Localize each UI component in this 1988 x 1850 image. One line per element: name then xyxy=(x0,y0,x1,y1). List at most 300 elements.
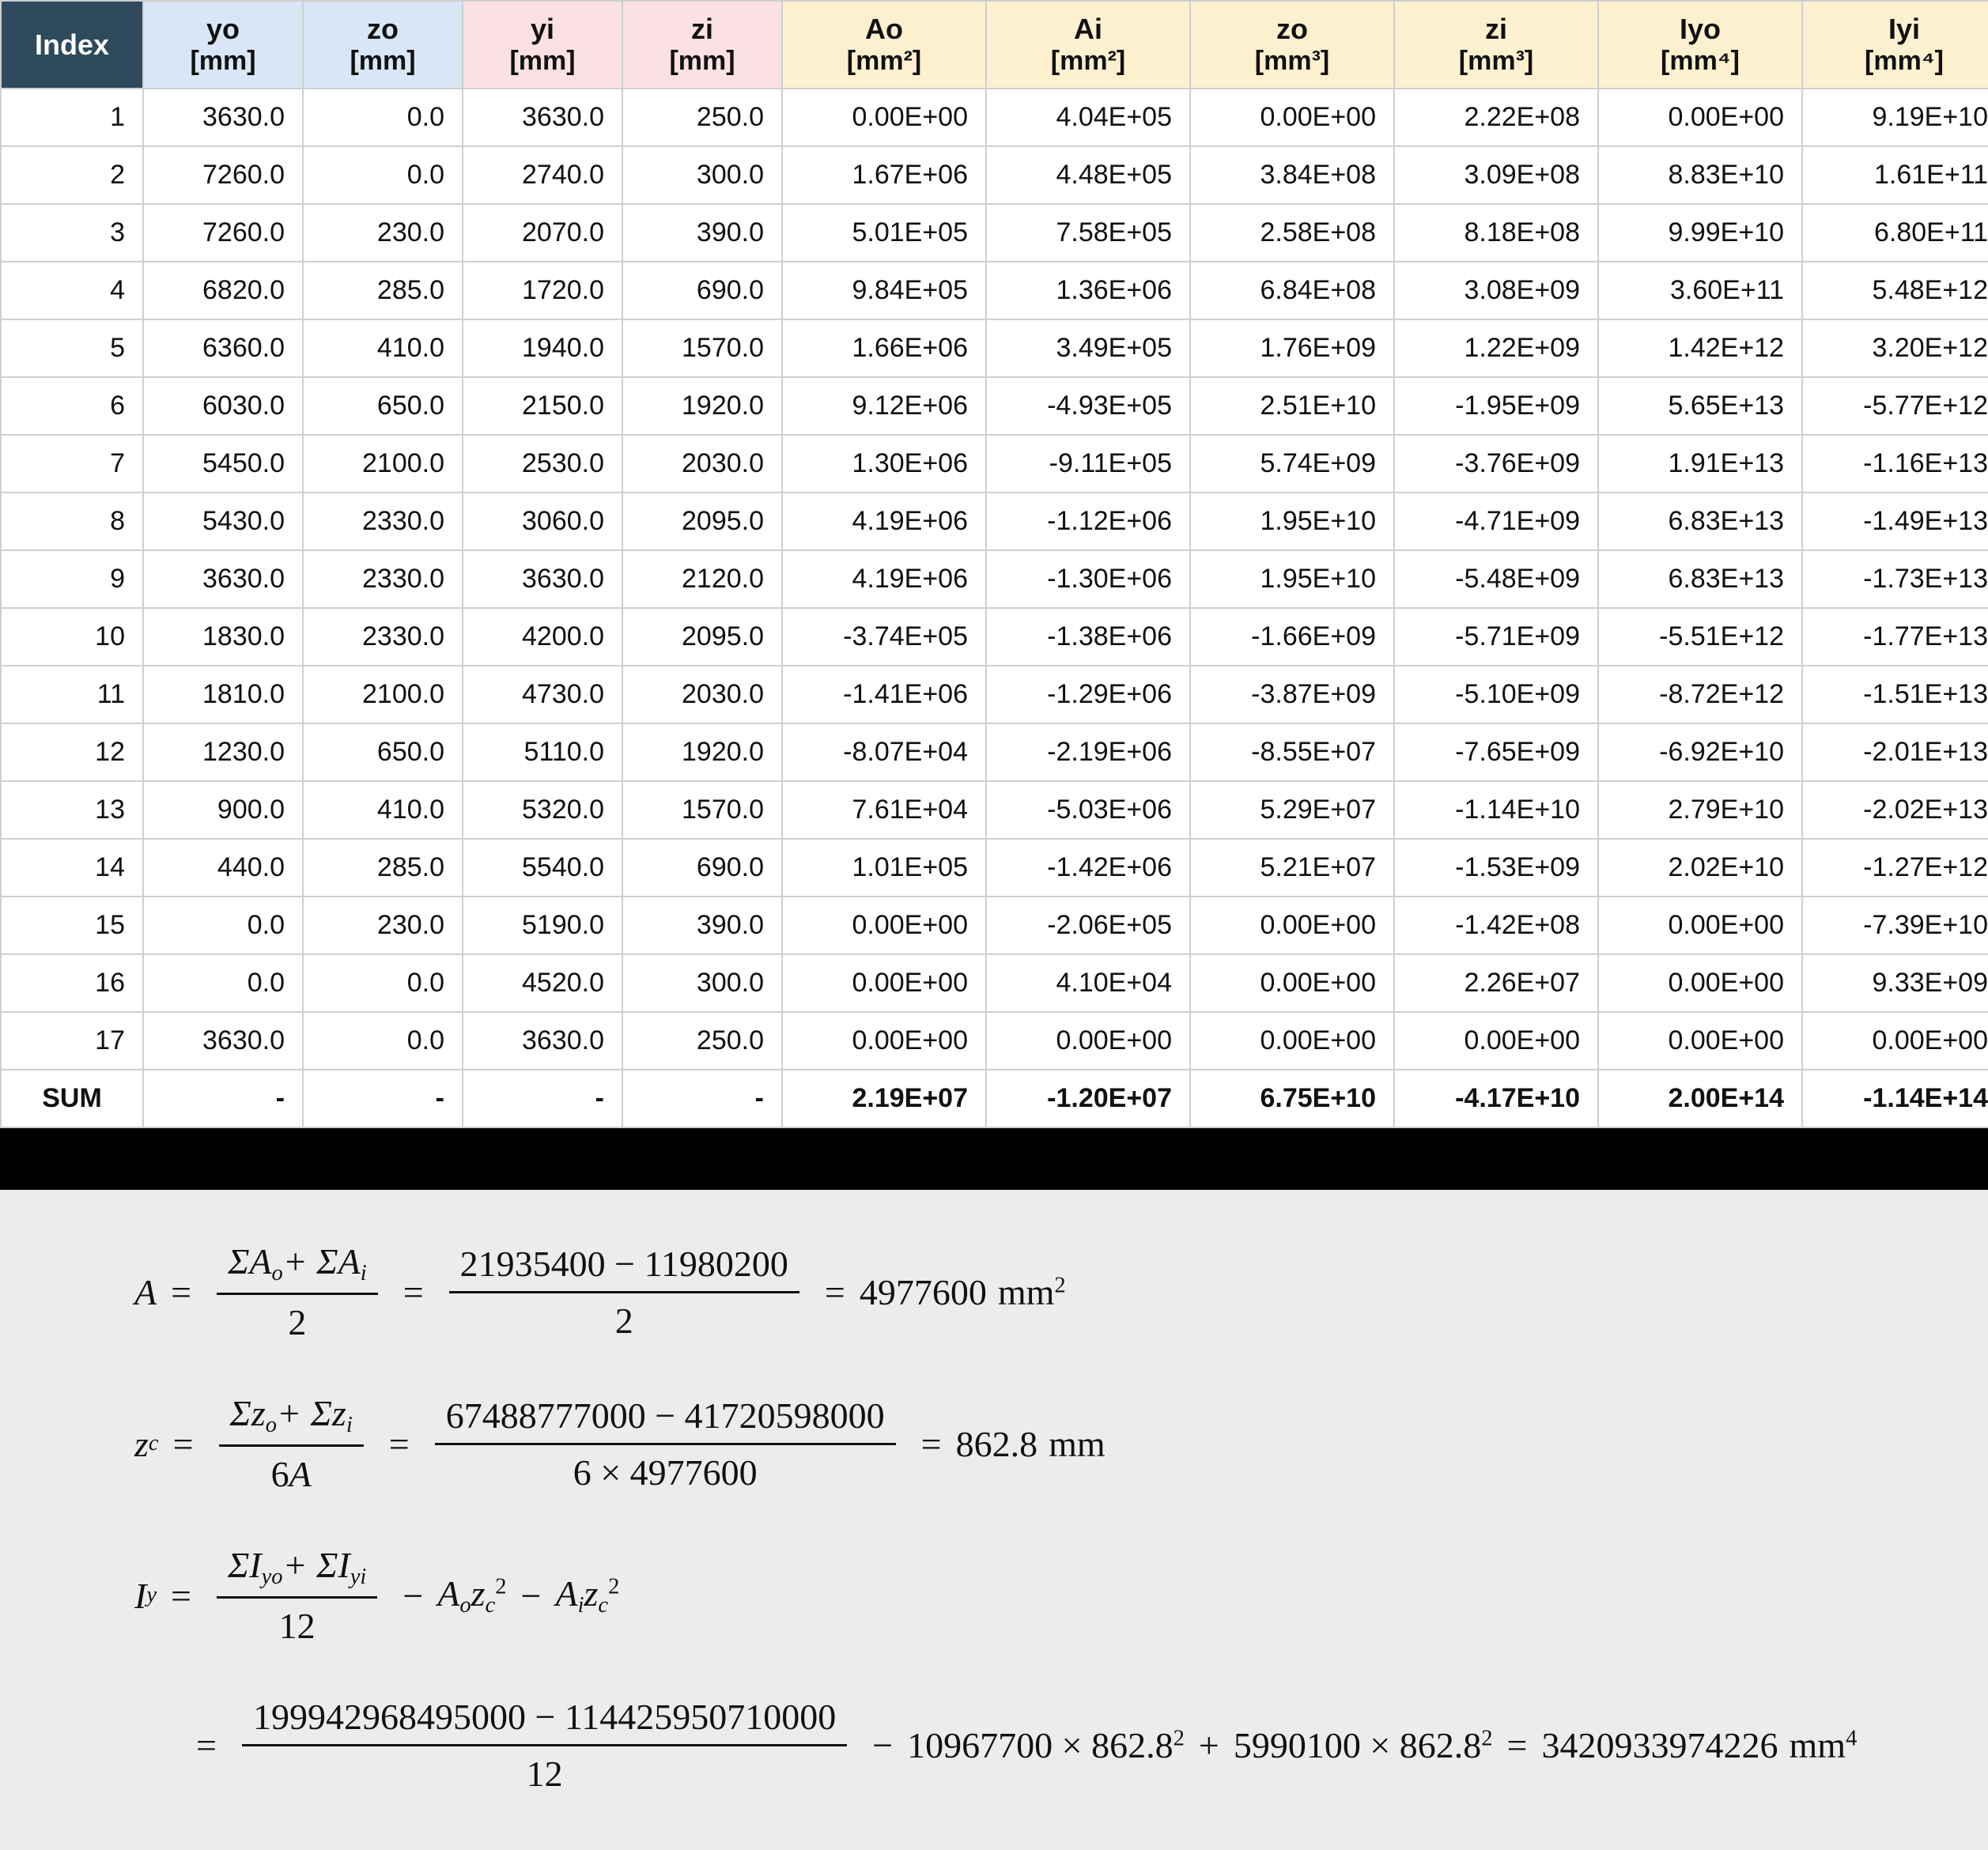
cell-zi3: -5.71E+09 xyxy=(1394,608,1598,666)
formula-panel xyxy=(0,1190,1988,1850)
cell-zi3: -1.42E+08 xyxy=(1394,897,1598,954)
area-denominator: 2 xyxy=(288,1302,307,1343)
cell-zo: 2100.0 xyxy=(303,435,463,493)
cell-sum-label: SUM xyxy=(1,1070,143,1127)
cell-iyi: -7.39E+10 xyxy=(1802,897,1988,954)
cell-iyo: 6.83E+13 xyxy=(1598,493,1802,550)
cell-iyo: 0.00E+00 xyxy=(1598,89,1802,146)
cell-zo3: 0.00E+00 xyxy=(1190,1012,1394,1070)
cell-iyo: 0.00E+00 xyxy=(1598,1012,1802,1070)
cell-iyo: 0.00E+00 xyxy=(1598,954,1802,1012)
cell-sum-zo3: 6.75E+10 xyxy=(1190,1070,1394,1127)
cell-zo: 285.0 xyxy=(303,839,463,897)
cell-iyo: 0.00E+00 xyxy=(1598,897,1802,954)
cell-iyi: 9.19E+10 xyxy=(1802,89,1988,146)
sub-i: i xyxy=(360,1261,367,1286)
column-header-ai xyxy=(986,1,1190,89)
sub-yo: yo xyxy=(261,1565,283,1590)
column-header-label: zo xyxy=(367,13,399,45)
cell-iyi: -1.51E+13 xyxy=(1802,666,1988,723)
sup-4: 4 xyxy=(1846,1726,1858,1751)
table-row xyxy=(1,146,1988,204)
cell-zo3: 5.21E+07 xyxy=(1190,839,1394,897)
column-header-unit: [mm] xyxy=(669,45,735,76)
column-header-iyo xyxy=(1598,1,1802,89)
column-header-zi xyxy=(622,1,782,89)
cell-zi: 2095.0 xyxy=(622,493,782,550)
sum-ai-term: + ΣA xyxy=(282,1241,361,1282)
cell-ai: 4.48E+05 xyxy=(986,146,1190,204)
cell-yo: 3630.0 xyxy=(143,550,303,608)
cell-ao: 0.00E+00 xyxy=(782,897,986,954)
cell-yo: 5450.0 xyxy=(143,435,303,493)
cell-ao: 0.00E+00 xyxy=(782,89,986,146)
cell-yo: 0.0 xyxy=(143,897,303,954)
cell-yo: 5430.0 xyxy=(143,493,303,550)
area-unit: $mm^2$ xyxy=(997,1271,1066,1312)
cell-zi: 390.0 xyxy=(622,204,782,262)
cell-zi3: -3.76E+09 xyxy=(1394,435,1598,493)
table-row xyxy=(1,550,1988,608)
column-header-unit: [mm³] xyxy=(1458,45,1534,76)
cell-index: 8 xyxy=(1,493,143,550)
cell-zi: 690.0 xyxy=(622,262,782,319)
column-header-unit: [mm] xyxy=(350,45,416,76)
table-row xyxy=(1,262,1988,319)
cell-zo3: 1.95E+10 xyxy=(1190,550,1394,608)
cell-ai: 7.58E+05 xyxy=(986,204,1190,262)
equation-inertia-symbol: I xyxy=(134,1575,147,1616)
cell-zo3: 2.58E+08 xyxy=(1190,204,1394,262)
equation-area-fraction-values xyxy=(449,1243,799,1342)
table-row xyxy=(1,839,1988,897)
cell-ao: 1.30E+06 xyxy=(782,435,986,493)
cell-yi: 3630.0 xyxy=(463,89,622,146)
centroid-denominator-area: A xyxy=(289,1454,312,1495)
cell-iyo: -8.72E+12 xyxy=(1598,666,1802,723)
cell-zi3: -1.53E+09 xyxy=(1394,839,1598,897)
cell-yi: 4520.0 xyxy=(463,954,622,1012)
cell-zo: 650.0 xyxy=(303,723,463,781)
column-header-zi-cubed xyxy=(1394,1,1598,89)
cell-zi3: 3.08E+09 xyxy=(1394,262,1598,319)
table-row xyxy=(1,897,1988,954)
cell-iyo: 5.65E+13 xyxy=(1598,377,1802,435)
cell-ao: 5.01E+05 xyxy=(782,204,986,262)
column-header-unit: [mm²] xyxy=(846,45,922,76)
cell-ao: -8.07E+04 xyxy=(782,723,986,781)
column-header-yi xyxy=(463,1,622,89)
cell-yo: 7260.0 xyxy=(143,204,303,262)
cell-yi: 5190.0 xyxy=(463,897,622,954)
table-row xyxy=(1,666,1988,723)
cell-yo: 3630.0 xyxy=(143,89,303,146)
sup-2: 2 xyxy=(1173,1726,1185,1751)
table-row xyxy=(1,204,1988,262)
centroid-numerator-values: 67488777000 − 41720598000 xyxy=(435,1395,896,1445)
table-row xyxy=(1,723,1988,781)
cell-zo: 410.0 xyxy=(303,781,463,839)
cell-ao: 0.00E+00 xyxy=(782,954,986,1012)
cell-ai: -1.30E+06 xyxy=(986,550,1190,608)
equation-centroid-fraction-definition xyxy=(219,1392,364,1495)
cell-zi: 2120.0 xyxy=(622,550,782,608)
cell-zi: 2095.0 xyxy=(622,608,782,666)
table-row xyxy=(1,493,1988,550)
column-header-label: Ai xyxy=(1074,13,1102,45)
cell-zo3: 6.84E+08 xyxy=(1190,262,1394,319)
cell-zi3: -1.95E+09 xyxy=(1394,377,1598,435)
cell-sum-iyi: -1.14E+14 xyxy=(1802,1070,1988,1127)
cell-zi3: 8.18E+08 xyxy=(1394,204,1598,262)
sup-2: 2 xyxy=(1481,1726,1493,1751)
cell-zi: 1920.0 xyxy=(622,377,782,435)
cell-sum-iyo: 2.00E+14 xyxy=(1598,1070,1802,1127)
equation-centroid: z c = $\frac{\Sigma z_o+ \Sigma z_i}{6A}$ = $\frac{67488777000 - 41720598000}{6 \times 4977600}$ = 862.8 mm xyxy=(134,1393,1105,1495)
cell-yi: 3060.0 xyxy=(463,493,622,550)
cell-zi: 300.0 xyxy=(622,954,782,1012)
column-header-unit: [mm⁴] xyxy=(1865,45,1944,76)
cell-zi: 1570.0 xyxy=(622,781,782,839)
sub-o: o xyxy=(265,1413,278,1438)
cell-ai: -5.03E+06 xyxy=(986,781,1190,839)
sum-zo-term: Σz xyxy=(229,1393,266,1434)
cell-index: 4 xyxy=(1,262,143,319)
cell-index: 12 xyxy=(1,723,143,781)
cell-iyo: 3.60E+11 xyxy=(1598,262,1802,319)
column-header-label: zi xyxy=(1484,13,1507,45)
inertia-unit xyxy=(1790,1724,1858,1766)
sub-o: o xyxy=(271,1261,283,1286)
cell-iyi: -1.27E+12 xyxy=(1802,839,1988,897)
cell-zo3: 3.84E+08 xyxy=(1190,146,1394,204)
cell-sum-zi3: -4.17E+10 xyxy=(1394,1070,1598,1127)
table-row xyxy=(1,319,1988,377)
cell-yi: 2070.0 xyxy=(463,204,622,262)
cell-zo3: 1.95E+10 xyxy=(1190,493,1394,550)
area-unit-text: mm xyxy=(997,1271,1055,1312)
cell-zo3: -1.66E+09 xyxy=(1190,608,1394,666)
inertia-term1-value: 10967700 × 862.8 xyxy=(907,1725,1174,1766)
cell-yi: 3630.0 xyxy=(463,1012,622,1070)
cell-zo3: 0.00E+00 xyxy=(1190,897,1394,954)
cell-yi: 4730.0 xyxy=(463,666,622,723)
cell-yi: 2740.0 xyxy=(463,146,622,204)
equation-inertia-values: = $\frac{199942968495000 - 114425950710000}{12}$ − $10967700 \times 862.8^2$ + $5990100 \times 862.8^2$ = 3420933974226 $mm^4$ xyxy=(196,1697,1858,1795)
cell-ai: -9.11E+05 xyxy=(986,435,1190,493)
cell-sum-ao: 2.19E+07 xyxy=(782,1070,986,1127)
cell-index: 17 xyxy=(1,1012,143,1070)
cell-zi: 1570.0 xyxy=(622,319,782,377)
inertia-denominator-value: 12 xyxy=(526,1754,563,1795)
cell-zo: 2330.0 xyxy=(303,493,463,550)
cell-index: 15 xyxy=(1,897,143,954)
inertia-value-term-2 xyxy=(1234,1724,1493,1766)
cell-zi: 300.0 xyxy=(622,146,782,204)
cell-iyo: -6.92E+10 xyxy=(1598,723,1802,781)
area-numerator-values: 21935400 − 11980200 xyxy=(449,1243,799,1293)
column-header-label: zo xyxy=(1276,13,1308,45)
cell-yi: 5110.0 xyxy=(463,723,622,781)
table-row xyxy=(1,89,1988,146)
cell-sum-zo: - xyxy=(303,1070,463,1127)
column-header-zo-cubed xyxy=(1190,1,1394,89)
cell-zi: 1920.0 xyxy=(622,723,782,781)
cell-yi: 5540.0 xyxy=(463,839,622,897)
column-header-ao xyxy=(782,1,986,89)
sub-i: i xyxy=(577,1593,584,1618)
cell-zi: 2030.0 xyxy=(622,666,782,723)
cell-index: 3 xyxy=(1,204,143,262)
term-z: z xyxy=(471,1573,486,1614)
column-header-yo xyxy=(143,1,303,89)
cell-ai: -1.12E+06 xyxy=(986,493,1190,550)
cell-iyi: 5.48E+12 xyxy=(1802,262,1988,319)
inertia-term2-value: 5990100 × 862.8 xyxy=(1233,1725,1482,1766)
cell-yi: 3630.0 xyxy=(463,550,622,608)
cell-sum-zi: - xyxy=(622,1070,782,1127)
sum-zi-term: + Σz xyxy=(277,1393,346,1434)
equation-centroid-symbol: z xyxy=(134,1423,149,1464)
sub-c: c xyxy=(485,1593,496,1618)
cell-iyo: 1.42E+12 xyxy=(1598,319,1802,377)
cell-zi3: 1.22E+09 xyxy=(1394,319,1598,377)
cell-yo: 900.0 xyxy=(143,781,303,839)
cell-yi: 2530.0 xyxy=(463,435,622,493)
cell-ao: -1.41E+06 xyxy=(782,666,986,723)
cell-yo: 6820.0 xyxy=(143,262,303,319)
cell-zi3: -5.10E+09 xyxy=(1394,666,1598,723)
cell-ao: 0.00E+00 xyxy=(782,1012,986,1070)
sub-o: o xyxy=(459,1593,471,1618)
cell-zo: 410.0 xyxy=(303,319,463,377)
cell-ao: 4.19E+06 xyxy=(782,550,986,608)
cell-ao: 1.66E+06 xyxy=(782,319,986,377)
cell-yi: 1940.0 xyxy=(463,319,622,377)
inertia-numerator-values: 199942968495000 − 114425950710000 xyxy=(242,1696,847,1746)
cell-ai: -1.38E+06 xyxy=(986,608,1190,666)
cell-zo3: 0.00E+00 xyxy=(1190,89,1394,146)
cell-zi3: 2.26E+07 xyxy=(1394,954,1598,1012)
cell-ao: 9.84E+05 xyxy=(782,262,986,319)
cell-index: 9 xyxy=(1,550,143,608)
centroid-result: 862.8 xyxy=(955,1423,1038,1464)
cell-zo3: -8.55E+07 xyxy=(1190,723,1394,781)
cell-zi3: 0.00E+00 xyxy=(1394,1012,1598,1070)
table-row xyxy=(1,954,1988,1012)
cell-iyi: -1.16E+13 xyxy=(1802,435,1988,493)
column-header-zo xyxy=(303,1,463,89)
cell-iyi: 1.61E+11 xyxy=(1802,146,1988,204)
cell-index: 5 xyxy=(1,319,143,377)
sum-iyi-term: + ΣI xyxy=(282,1545,350,1586)
sub-i: i xyxy=(346,1413,353,1438)
cell-zi: 250.0 xyxy=(622,1012,782,1070)
column-header-index xyxy=(1,1,143,89)
sub-y: y xyxy=(146,1583,157,1608)
cell-iyo: 6.83E+13 xyxy=(1598,550,1802,608)
column-header-unit: [mm⁴] xyxy=(1661,45,1740,76)
cell-yo: 7260.0 xyxy=(143,146,303,204)
cell-zo: 230.0 xyxy=(303,204,463,262)
cell-yi: 4200.0 xyxy=(463,608,622,666)
term-z: z xyxy=(584,1573,599,1614)
cell-iyi: -1.49E+13 xyxy=(1802,493,1988,550)
cell-zo: 285.0 xyxy=(303,262,463,319)
cell-iyi: -1.77E+13 xyxy=(1802,608,1988,666)
table-row xyxy=(1,608,1988,666)
cell-index: 1 xyxy=(1,89,143,146)
column-header-label: yo xyxy=(206,13,240,45)
cell-index: 11 xyxy=(1,666,143,723)
cell-zo: 0.0 xyxy=(303,89,463,146)
cell-zo: 650.0 xyxy=(303,377,463,435)
table-row xyxy=(1,781,1988,839)
cell-yi: 5320.0 xyxy=(463,781,622,839)
sub-yi: yi xyxy=(350,1565,367,1590)
area-denominator-value: 2 xyxy=(614,1300,633,1341)
cell-zi3: -5.48E+09 xyxy=(1394,550,1598,608)
cell-zo: 230.0 xyxy=(303,897,463,954)
equation-centroid-fraction-values xyxy=(435,1395,896,1493)
cell-yi: 2150.0 xyxy=(463,377,622,435)
cell-iyi: 6.80E+11 xyxy=(1802,204,1988,262)
cell-sum-ai: -1.20E+07 xyxy=(986,1070,1190,1127)
cell-zi3: 2.22E+08 xyxy=(1394,89,1598,146)
column-header-label: zi xyxy=(690,13,713,45)
section-divider xyxy=(0,1128,1988,1190)
cell-iyo: 1.91E+13 xyxy=(1598,435,1802,493)
cell-iyi: -5.77E+12 xyxy=(1802,377,1988,435)
cell-zi: 390.0 xyxy=(622,897,782,954)
cell-zo3: 1.76E+09 xyxy=(1190,319,1394,377)
column-header-label: Index xyxy=(34,28,110,61)
cell-zo3: 5.29E+07 xyxy=(1190,781,1394,839)
sub-c: c xyxy=(598,1593,609,1618)
cell-ai: 1.36E+06 xyxy=(986,262,1190,319)
cell-zo: 2330.0 xyxy=(303,608,463,666)
sum-ao-term: ΣA xyxy=(228,1241,272,1282)
cell-yi: 1720.0 xyxy=(463,262,622,319)
cell-ai: -1.42E+06 xyxy=(986,839,1190,897)
cell-ai: 3.49E+05 xyxy=(986,319,1190,377)
cell-iyi: -1.73E+13 xyxy=(1802,550,1988,608)
column-header-unit: [mm³] xyxy=(1254,45,1330,76)
cell-iyi: 9.33E+09 xyxy=(1802,954,1988,1012)
cell-zo3: -3.87E+09 xyxy=(1190,666,1394,723)
cell-index: 16 xyxy=(1,954,143,1012)
cell-ai: 4.04E+05 xyxy=(986,89,1190,146)
sub-c: c xyxy=(148,1431,159,1456)
cell-iyo: 9.99E+10 xyxy=(1598,204,1802,262)
cell-iyi: 0.00E+00 xyxy=(1802,1012,1988,1070)
cell-zi3: -1.14E+10 xyxy=(1394,781,1598,839)
cell-yo: 0.0 xyxy=(143,954,303,1012)
cell-iyo: -5.51E+12 xyxy=(1598,608,1802,666)
centroid-denominator-values: 6 × 4977600 xyxy=(573,1452,758,1493)
cell-zo3: 0.00E+00 xyxy=(1190,954,1394,1012)
cell-ao: 4.19E+06 xyxy=(782,493,986,550)
cell-iyo: 2.79E+10 xyxy=(1598,781,1802,839)
cell-zo: 2330.0 xyxy=(303,550,463,608)
cell-zo: 0.0 xyxy=(303,954,463,1012)
cell-ai: 4.10E+04 xyxy=(986,954,1190,1012)
cell-ao: 7.61E+04 xyxy=(782,781,986,839)
column-header-label: Ao xyxy=(865,13,903,45)
inertia-fraction-values xyxy=(242,1696,847,1795)
column-header-unit: [mm] xyxy=(509,45,576,76)
cell-index: 2 xyxy=(1,146,143,204)
cell-ai: 0.00E+00 xyxy=(986,1012,1190,1070)
cell-ai: -2.06E+05 xyxy=(986,897,1190,954)
centroid-denominator-coefficient: 6 xyxy=(270,1454,289,1495)
cell-zi: 2030.0 xyxy=(622,435,782,493)
cell-ai: -1.29E+06 xyxy=(986,666,1190,723)
cell-zi: 690.0 xyxy=(622,839,782,897)
equation-area-fraction-definition xyxy=(217,1240,378,1343)
sum-iyo-term: ΣI xyxy=(227,1545,262,1586)
cell-sum-yi: - xyxy=(463,1070,622,1127)
cell-iyo: 2.02E+10 xyxy=(1598,839,1802,897)
cell-yo: 6360.0 xyxy=(143,319,303,377)
cell-yo: 440.0 xyxy=(143,839,303,897)
cell-yo: 3630.0 xyxy=(143,1012,303,1070)
cell-zi3: -7.65E+09 xyxy=(1394,723,1598,781)
cell-zo: 0.0 xyxy=(303,1012,463,1070)
term-ai: A xyxy=(555,1573,578,1614)
cell-ai: -2.19E+06 xyxy=(986,723,1190,781)
cell-ao: -3.74E+05 xyxy=(782,608,986,666)
table-header-row xyxy=(1,1,1988,89)
cell-index: 10 xyxy=(1,608,143,666)
equation-area: A = $\frac{\Sigma A_o+ \Sigma A_i}{2}$ = $\frac{21935400 - 11980200}{2}$ = 4977600 $mm^2$ xyxy=(134,1241,1066,1343)
inertia-result: 3420933974226 xyxy=(1541,1725,1778,1766)
inertia-term-ai-zc2 xyxy=(555,1572,619,1618)
cell-ao: 1.67E+06 xyxy=(782,146,986,204)
area-result: 4977600 xyxy=(859,1271,987,1312)
cell-zi: 250.0 xyxy=(622,89,782,146)
equation-inertia-fraction-definition xyxy=(217,1544,377,1647)
equation-inertia: I y = $\frac{\Sigma I_{yo}+ \Sigma I_{yi}}{12}$ − $A_oz_c^2$ − $A_iz_c^2$ xyxy=(134,1545,620,1647)
column-header-unit: [mm²] xyxy=(1050,45,1126,76)
column-header-iyi xyxy=(1802,1,1988,89)
cell-zo: 2100.0 xyxy=(303,666,463,723)
cell-index: 7 xyxy=(1,435,143,493)
column-header-label: Iyi xyxy=(1888,13,1921,45)
cell-index: 13 xyxy=(1,781,143,839)
sup-2: 2 xyxy=(495,1574,507,1599)
centroid-unit: mm xyxy=(1049,1423,1105,1464)
cell-yo: 1830.0 xyxy=(143,608,303,666)
cell-index: 14 xyxy=(1,839,143,897)
sup-2: 2 xyxy=(608,1574,620,1599)
inertia-term-ao-zc2 xyxy=(437,1572,506,1618)
cell-zo3: 5.74E+09 xyxy=(1190,435,1394,493)
inertia-denominator: 12 xyxy=(278,1606,316,1647)
table-row xyxy=(1,1012,1988,1070)
cell-iyi: -2.02E+13 xyxy=(1802,781,1988,839)
cell-yo: 6030.0 xyxy=(143,377,303,435)
cell-iyo: 8.83E+10 xyxy=(1598,146,1802,204)
cell-iyi: 3.20E+12 xyxy=(1802,319,1988,377)
cell-index: 6 xyxy=(1,377,143,435)
cell-ao: 9.12E+06 xyxy=(782,377,986,435)
table-sum-row xyxy=(1,1070,1988,1127)
table-row xyxy=(1,435,1988,493)
cell-ai: -4.93E+05 xyxy=(986,377,1190,435)
column-header-unit: [mm] xyxy=(190,45,256,76)
term-ao: A xyxy=(437,1573,460,1614)
